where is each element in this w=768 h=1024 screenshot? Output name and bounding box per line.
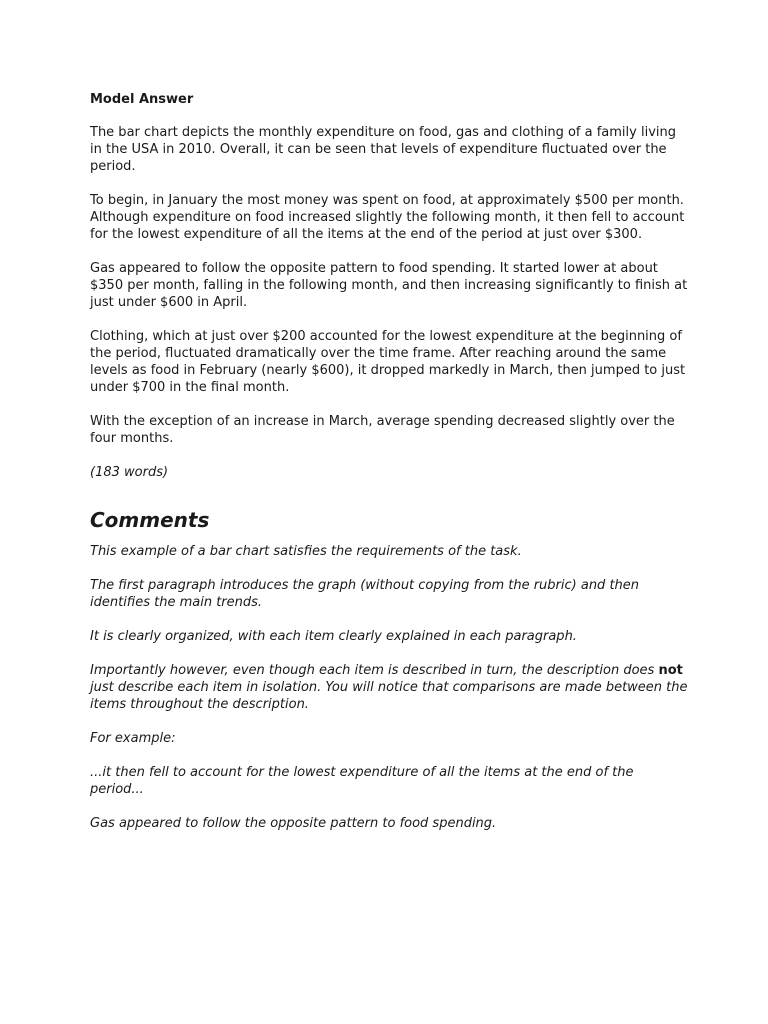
comment-paragraph-4: [90, 662, 690, 713]
comment-paragraph-3: It is clearly organized, with each item clearly explained in each paragraph.: [90, 629, 577, 644]
answer-paragraph-3: Gas appeared to follow the opposite pattern to food spending. It started lower at about $350 per month, falling in the following month, and then increasing significantly to finish at just under $600 in April.: [90, 261, 688, 310]
answer-paragraph-4: Clothing, which at just over $200 accounted for the lowest expenditure at the beginning of the period, fluctuated dramatically over the time frame. After reaching around the same levels as food in February (nearly $600), it dropped markedly in March, then jumped to just under $700 in the final month.: [90, 329, 686, 395]
word-count: (183 words): [90, 465, 169, 480]
answer-paragraph-5: With the exception of an increase in March, average spending decreased slightly over the four months.: [90, 414, 675, 446]
comment-paragraph-1: This example of a bar chart satisfies the requirements of the task.: [90, 544, 522, 559]
comment-paragraph-7: Gas appeared to follow the opposite pattern to food spending.: [90, 816, 497, 831]
answer-paragraph-1: The bar chart depicts the monthly expenditure on food, gas and clothing of a family living in the USA in 2010. Overall, it can be seen that levels of expenditure fluctuated over the period.: [90, 125, 676, 174]
comment-p4-before: Importantly however, even though each item is described in turn, the description does: [90, 663, 659, 678]
comment-paragraph-5: For example:: [90, 731, 176, 746]
comment-paragraph-2: The first paragraph introduces the graph (without copying from the rubric) and then identifies the main trends.: [90, 578, 640, 610]
document-page: [90, 91, 690, 849]
comment-paragraph-6: ...it then fell to account for the lowest expenditure of all the items at the end of the period...: [90, 765, 634, 797]
comment-p4-after: just describe each item in isolation. You will notice that comparisons are made between the items throughout the description.: [90, 680, 688, 712]
answer-paragraph-2: To begin, in January the most money was spent on food, at approximately $500 per month. Although expenditure on food increased slightly the following month, it then fell to account for the lowest expenditure of all the items at the end of the period at just over $300.: [90, 193, 685, 242]
model-answer-heading: Model Answer: [90, 92, 194, 107]
comment-p4-bold: not: [658, 663, 683, 678]
comments-heading: Comments: [90, 508, 210, 532]
